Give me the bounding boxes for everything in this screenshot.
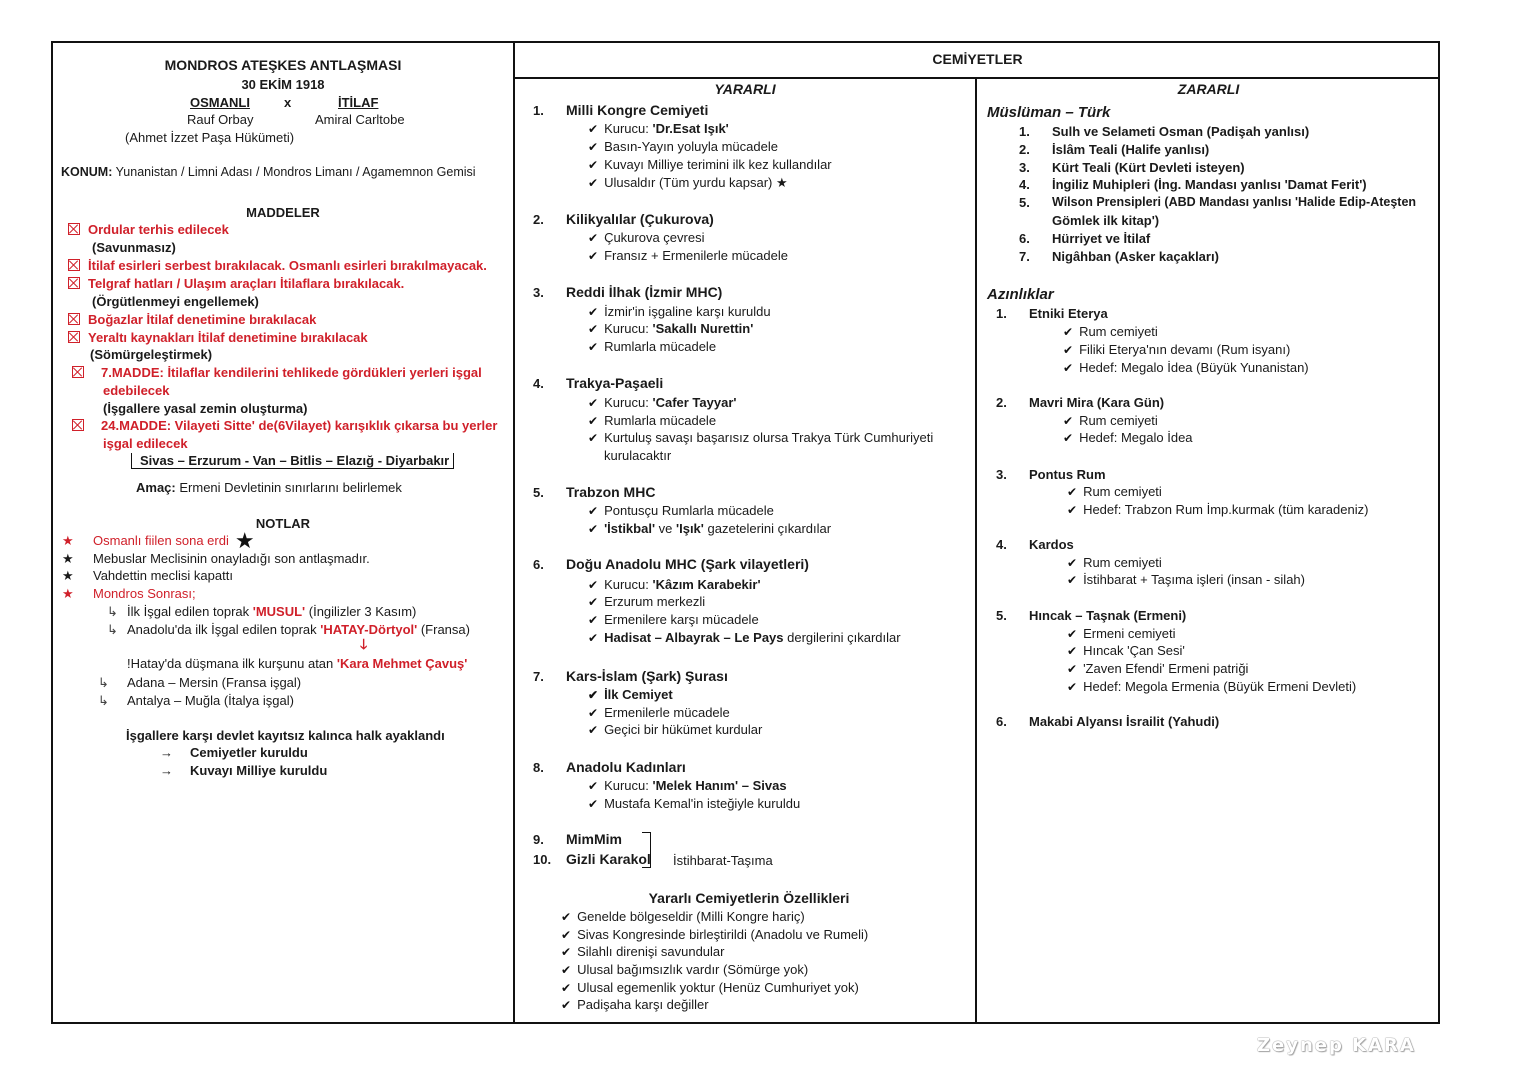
azinlik-hincak-tasnak: Hıncak – Taşnak (Ermeni): [1029, 608, 1187, 623]
star-icon: ★: [62, 551, 74, 566]
cemiyet-number: 1.: [533, 103, 544, 118]
mondros-title: MONDROS ATEŞKES ANTLAŞMASI: [164, 57, 402, 73]
madde-7: 7.MADDE: İtilaflar kendilerini tehlikede gördükleri yerleri işgal: [72, 364, 482, 381]
side-itilaf: İTİLAF: [338, 95, 379, 110]
item-number: 5.: [1019, 195, 1030, 210]
list-item: ✔ Rum cemiyeti: [1063, 323, 1158, 341]
zararli-item: Nigâhban (Asker kaçakları): [1052, 249, 1219, 264]
list-item: ✔ Hadisat – Albayrak – Le Pays dergilerini çıkardılar: [588, 629, 901, 647]
list-item: ✔ İzmir'in işgaline karşı kuruldu: [588, 303, 771, 321]
star-icon: ★: [62, 568, 74, 583]
not-2: ★ Mebuslar Meclisinin onayladığı son antlaşmadır.: [62, 551, 370, 566]
rep-osmanli: Rauf Orbay: [187, 112, 254, 127]
madde-7-note: (İşgallere yasal zemin oluşturma): [103, 401, 308, 416]
cemiyet-number: 7.: [533, 669, 544, 684]
side-osmanli: OSMANLI: [190, 95, 250, 110]
list-item: ✔ Rum cemiyeti: [1067, 483, 1162, 501]
madde-5: Yeraltı kaynakları İtilaf denetimine bırakılacak: [68, 329, 368, 346]
item-number: 2.: [996, 395, 1007, 410]
star-icon: ★: [62, 533, 74, 548]
madde-1: Ordular terhis edilecek: [68, 221, 229, 238]
maddeler-title: MADDELER: [246, 205, 320, 220]
list-item: ✔ Hedef: Trabzon Rum İmp.kurmak (tüm karadeniz): [1067, 501, 1368, 519]
zararli-item: Wilson Prensipleri (ABD Mandası yanlısı 'Halide Edip-Ateşten: [1052, 195, 1417, 209]
list-item: ✔ Erzurum merkezli: [588, 593, 705, 611]
list-item: ✔ Kurucu: 'Dr.Esat Işık': [588, 120, 729, 138]
list-item: ✔ İstihbarat + Taşıma işleri (insan - silah): [1067, 571, 1305, 589]
list-item-cont: kurulacaktır: [604, 448, 672, 463]
sonrasi-5: ↳ Antalya – Muğla (İtalya işgal): [98, 693, 294, 708]
list-item: ✔ Kurucu: 'Cafer Tayyar': [588, 394, 736, 412]
mimmim-karakol-note: İstihbarat-Taşıma: [673, 853, 773, 868]
list-item: ✔ 'Zaven Efendi' Ermeni patriği: [1067, 660, 1248, 678]
madde-1-note: (Savunmasız): [92, 240, 176, 255]
cemiyet-number: 9.: [533, 832, 544, 847]
down-arrow-icon: 🡓: [360, 636, 368, 652]
government: (Ahmet İzzet Paşa Hükümeti): [125, 130, 295, 145]
star-icon: ★: [62, 586, 74, 601]
cemiyet-anadolu-kadinlari: Anadolu Kadınları: [566, 759, 686, 775]
cemiyet-dogu-anadolu: Doğu Anadolu MHC (Şark vilayetleri): [566, 556, 809, 572]
madde-2: İtilaf esirleri serbest bırakılacak. Osmanlı esirleri bırakılmayacak.: [68, 257, 487, 274]
list-item: ✔ Kurucu: 'Sakallı Nurettin': [588, 320, 753, 338]
halk-ayaklandi: İşgallere karşı devlet kayıtsız kalınca halk ayaklandı: [126, 728, 445, 743]
not-3: ★ Vahdettin meclisi kapattı: [62, 568, 233, 583]
author-watermark: Zeynep KARA: [1257, 1035, 1416, 1056]
column-divider-left: [513, 41, 515, 1024]
item-number: 4.: [996, 537, 1007, 552]
madde-24-cont: işgal edilecek: [103, 436, 188, 451]
list-item: ✔ Basın-Yayın yoluyla mücadele: [588, 138, 778, 156]
azinlik-mavri-mira: Mavri Mira (Kara Gün): [1029, 395, 1165, 410]
notlar-title: NOTLAR: [255, 516, 311, 531]
cemiyet-number: 10.: [533, 852, 552, 867]
madde-3: Telgraf hatları / Ulaşım araçları İtilaflara bırakılacak.: [68, 275, 404, 292]
side-separator: x: [284, 95, 292, 110]
ozellikler-title: Yararlı Cemiyetlerin Özellikleri: [648, 890, 850, 906]
amac-label: Amaç:: [136, 480, 176, 495]
madde-3-note: (Örgütlenmeyi engellemek): [92, 294, 259, 309]
list-item: ✔ 'İstikbal' ve 'Işık' gazetelerini çıkardılar: [588, 520, 831, 538]
not-1: ★ Osmanlı fiilen sona erdi ★: [62, 528, 255, 553]
list-item: ✔ Ulusal egemenlik yoktur (Henüz Cumhuriyet yok): [561, 979, 859, 997]
list-item: ✔ Padişaha karşı değiller: [561, 996, 709, 1014]
madde-24: 24.MADDE: Vilayeti Sitte' de(6Vilayet) karışıklık çıkarsa bu yerler: [72, 417, 497, 434]
musluman-turk-title: Müslüman – Türk: [987, 104, 1111, 121]
checkbox-x-icon: [68, 259, 80, 271]
cemiyet-gizli-karakol: Gizli Karakol: [566, 851, 651, 867]
mondros-date: 30 EKİM 1918: [241, 77, 325, 92]
item-number: 3.: [1019, 160, 1030, 175]
list-item: ✔ İlk Cemiyet: [588, 686, 673, 704]
not-4: ★ Mondros Sonrası;: [62, 586, 196, 601]
cemiyet-trakya-pasaeli: Trakya-Paşaeli: [566, 375, 664, 391]
zararli-item-cont: Gömlek ilk kitap'): [1052, 213, 1160, 228]
azinlik-kardos: Kardos: [1029, 537, 1074, 552]
list-item: ✔ Rum cemiyeti: [1067, 554, 1162, 572]
cemiyet-number: 5.: [533, 485, 544, 500]
item-number: 1.: [996, 306, 1007, 321]
cemiyet-number: 3.: [533, 285, 544, 300]
list-item: ✔ Çukurova çevresi: [588, 229, 705, 247]
list-item: ✔ Hıncak 'Çan Sesi': [1067, 642, 1185, 660]
list-item: ✔ Pontusçu Rumlarla mücadele: [588, 502, 774, 520]
list-item: ✔ Fransız + Ermenilerle mücadele: [588, 247, 788, 265]
list-item: ✔ Rum cemiyeti: [1063, 412, 1158, 430]
madde-4: Boğazlar İtilaf denetimine bırakılacak: [68, 311, 316, 328]
list-item: ✔ Ermenilere karşı mücadele: [588, 611, 759, 629]
bracket: [642, 832, 651, 868]
azinliklar-title: Azınlıklar: [987, 286, 1054, 303]
sonrasi-3: !Hatay'da düşmana ilk kurşunu atan 'Kara Mehmet Çavuş': [127, 656, 468, 671]
yararli-title: YARARLI: [714, 81, 776, 97]
list-item: ✔ Ermenilerle mücadele: [588, 704, 730, 722]
big-star-icon: ★: [234, 528, 255, 553]
checkbox-x-icon: [68, 223, 80, 235]
arrow-right-icon: →: [160, 745, 173, 760]
cemiyet-milli-kongre: Milli Kongre Cemiyeti: [566, 102, 709, 118]
list-item: ✔ Genelde bölgeseldir (Milli Kongre hariç): [561, 908, 805, 926]
amac-line: [136, 479, 402, 496]
list-item: ✔ Ermeni cemiyeti: [1067, 625, 1176, 643]
sonrasi-4: ↳ Adana – Mersin (Fransa işgal): [98, 675, 302, 690]
header-divider: [513, 77, 1440, 79]
list-item: ✔ Ulusal bağımsızlık vardır (Sömürge yok): [561, 961, 808, 979]
item-number: 5.: [996, 608, 1007, 623]
cemiyet-number: 2.: [533, 212, 544, 227]
item-number: 2.: [1019, 142, 1030, 157]
rep-itilaf: Amiral Carltobe: [315, 112, 405, 127]
arrow-right-icon: →: [160, 763, 173, 778]
cemiyet-number: 6.: [533, 557, 544, 572]
list-item: ✔ Hedef: Megalo İdea (Büyük Yunanistan): [1063, 359, 1309, 377]
cemiyetler-title: CEMİYETLER: [932, 51, 1023, 67]
cemiyet-reddi-ilhak: Reddi İlhak (İzmir MHC): [566, 284, 723, 300]
madde-5-note: (Sömürgeleştirmek): [90, 347, 213, 362]
checkbox-x-icon: [68, 277, 80, 289]
list-item: ✔ Kuvayı Milliye terimini ilk kez kullandılar: [588, 156, 832, 174]
hook-arrow-icon: ↳: [107, 604, 118, 619]
item-number: 6.: [996, 714, 1007, 729]
list-item: ✔ Ulusaldır (Tüm yurdu kapsar) ★: [588, 174, 788, 192]
checkbox-x-icon: [72, 366, 84, 378]
list-item: ✔ Sivas Kongresinde birleştirildi (Anadolu ve Rumeli): [561, 926, 868, 944]
sonrasi-1: ↳ İlk İşgal edilen toprak 'MUSUL' (İngilizler 3 Kasım): [107, 604, 417, 619]
column-divider-right: [975, 78, 977, 1024]
list-item: ✔ Silahlı direnişi savundular: [561, 943, 724, 961]
zararli-item: İngiliz Muhipleri (İng. Mandası yanlısı 'Damat Ferit'): [1052, 177, 1367, 192]
list-item: ✔ Mustafa Kemal'in isteğiyle kuruldu: [588, 795, 800, 813]
list-item: ✔ Rumlarla mücadele: [588, 338, 716, 356]
checkbox-x-icon: [72, 419, 84, 431]
konum-label: KONUM:: [61, 165, 113, 179]
cemiyet-mimmim: MimMim: [566, 831, 622, 847]
item-number: 1.: [1019, 124, 1030, 139]
cemiyet-kars-islam: Kars-İslam (Şark) Şurası: [566, 668, 728, 684]
sonuc-2: → Kuvayı Milliye kuruldu: [160, 763, 328, 778]
zararli-item: Sulh ve Selameti Osman (Padişah yanlısı): [1052, 124, 1310, 139]
item-number: 3.: [996, 467, 1007, 482]
cemiyet-number: 8.: [533, 760, 544, 775]
list-item: ✔ Kurucu: 'Kâzım Karabekir': [588, 576, 761, 594]
list-item: ✔ Geçici bir hükümet kurdular: [588, 721, 762, 739]
cemiyet-kilikyalilar: Kilikyalılar (Çukurova): [566, 211, 714, 227]
cemiyet-number: 4.: [533, 376, 544, 391]
konum-line: [61, 164, 476, 181]
list-item: ✔ Kurucu: 'Melek Hanım' – Sivas: [588, 777, 787, 795]
list-item: ✔ Filiki Eterya'nın devamı (Rum isyanı): [1063, 341, 1290, 359]
hook-arrow-icon: ↳: [107, 622, 118, 637]
list-item: ✔ Hedef: Megola Ermenia (Büyük Ermeni Devleti): [1067, 678, 1356, 696]
checkbox-x-icon: [68, 313, 80, 325]
cemiyet-trabzon-mhc: Trabzon MHC: [566, 484, 656, 500]
zararli-title: ZARARLI: [1177, 81, 1240, 97]
list-item: ✔ Kurtuluş savaşı başarısız olursa Trakya Türk Cumhuriyeti: [588, 429, 933, 447]
azinlik-makabi-alyansi: Makabi Alyansı İsrailit (Yahudi): [1029, 714, 1220, 729]
sonuc-1: → Cemiyetler kuruldu: [160, 745, 308, 760]
checkbox-x-icon: [68, 331, 80, 343]
amac-value: Ermeni Devletinin sınırlarını belirlemek: [175, 480, 402, 495]
sonrasi-2: ↳ Anadolu'da ilk İşgal edilen toprak 'HATAY-Dörtyol' (Fransa): [107, 622, 470, 637]
list-item: ✔ Rumlarla mücadele: [588, 412, 716, 430]
list-item: ✔ Hedef: Megalo İdea: [1063, 429, 1193, 447]
zararli-item: İslâm Teali (Halife yanlısı): [1052, 142, 1210, 157]
madde-7-cont: edebilecek: [103, 383, 170, 398]
zararli-item: Hürriyet ve İtilaf: [1052, 231, 1151, 246]
azinlik-pontus-rum: Pontus Rum: [1029, 467, 1106, 482]
item-number: 6.: [1019, 231, 1030, 246]
azinlik-etniki-eterya: Etniki Eterya: [1029, 306, 1108, 321]
hook-arrow-icon: ↳: [98, 675, 109, 690]
vilayeti-sitte-cities: Sivas – Erzurum - Van – Bitlis – Elazığ - Diyarbakır: [131, 453, 454, 469]
konum-value: Yunanistan / Limni Adası / Mondros Limanı / Agamemnon Gemisi: [112, 165, 476, 179]
item-number: 4.: [1019, 177, 1030, 192]
hook-arrow-icon: ↳: [98, 693, 109, 708]
zararli-item: Kürt Teali (Kürt Devleti isteyen): [1052, 160, 1245, 175]
item-number: 7.: [1019, 249, 1030, 264]
